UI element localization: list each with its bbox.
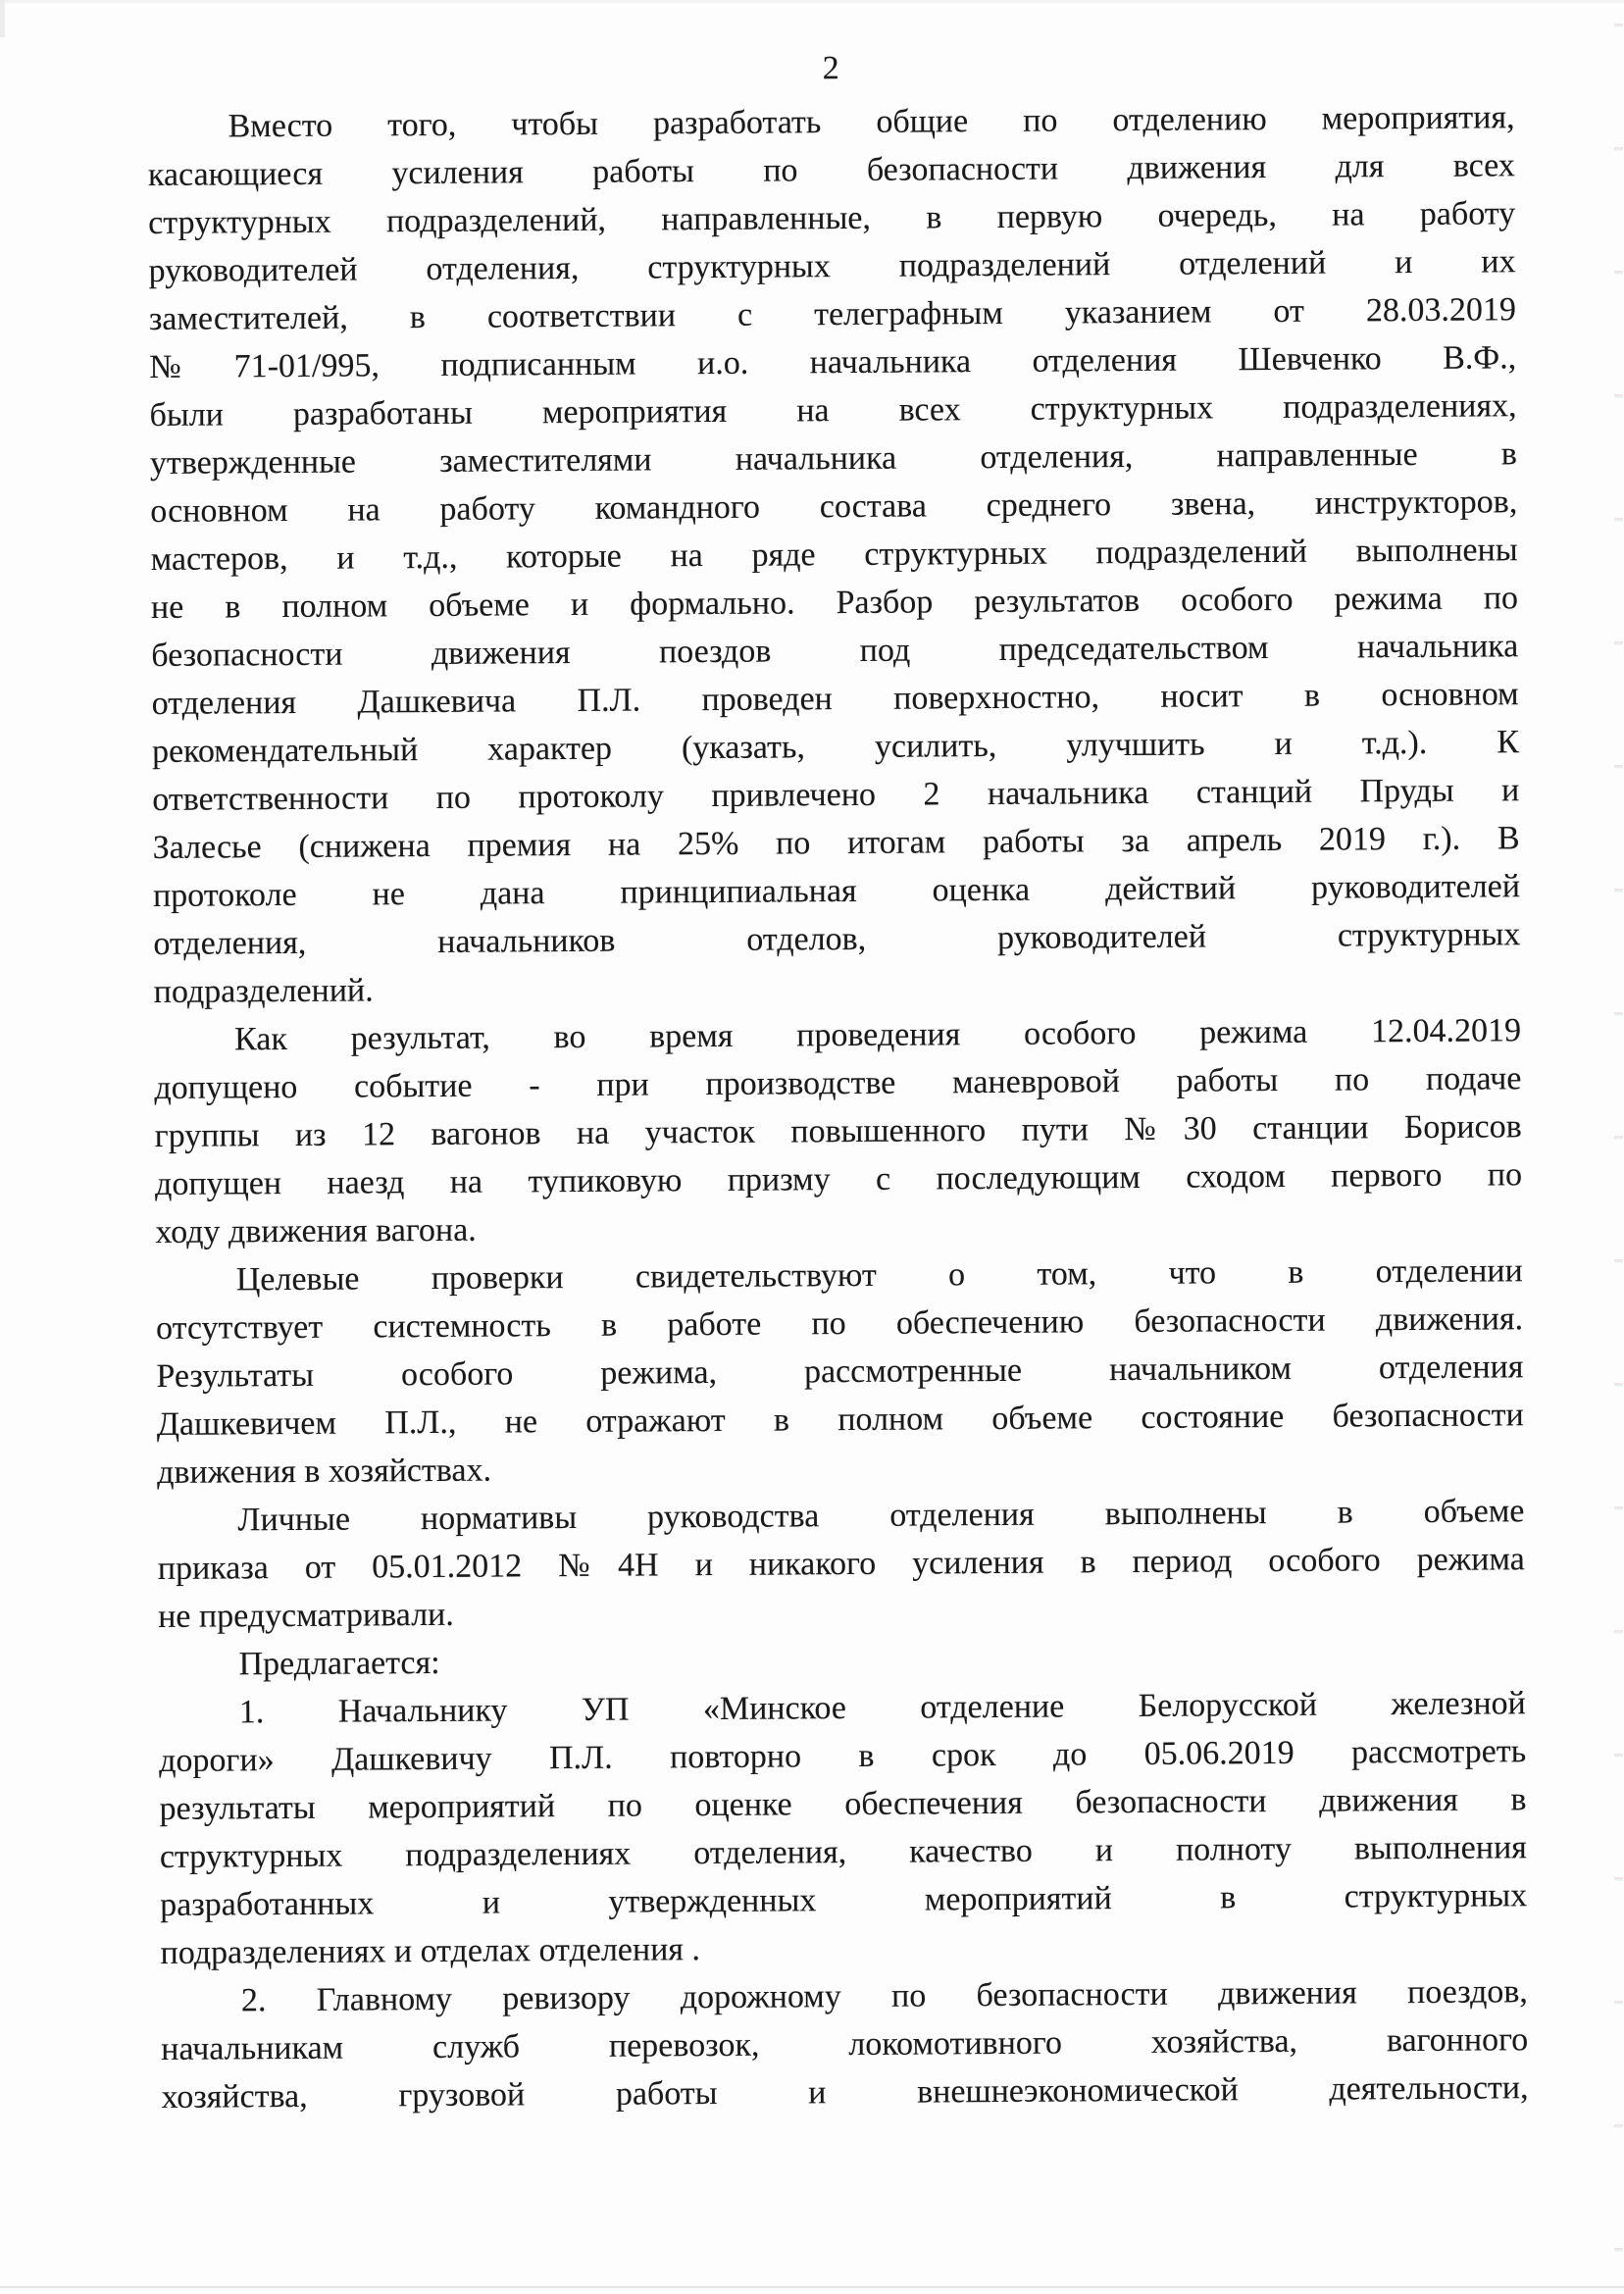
text-line: заместителей, в соответствии с телеграфным указанием от 28.03.2019 bbox=[148, 291, 1517, 337]
text-line: Дашкевичем П.Л., не отражают в полном объеме состояние безопасности bbox=[156, 1397, 1524, 1443]
text-line: Залесье (снижена премия на 25% по итогам работы за апрель 2019 г.). В bbox=[152, 820, 1520, 866]
text-line: отсутствует системность в работе по обеспечению безопасности движения. bbox=[155, 1300, 1524, 1347]
text-line: основном на работу командного состава среднего звена, инструкторов, bbox=[150, 484, 1518, 530]
paragraph bbox=[157, 1487, 1525, 1641]
text-line: не в полном объеме и формально. Разбор результатов особого режима по bbox=[150, 580, 1519, 626]
text-line: были разработаны мероприятия на всех структурных подразделениях, bbox=[149, 387, 1517, 433]
text-line: 2. Главному ревизору дорожному по безопасности движения поездов, bbox=[240, 1973, 1528, 2019]
text-line: рекомендательный характер (указать, усилить, улучшить и т.д.). К bbox=[151, 724, 1520, 770]
paragraph bbox=[154, 1006, 1523, 1256]
text-line: структурных подразделений, направленные, в первую очередь, на работу bbox=[148, 195, 1516, 241]
scan-artifact-corner bbox=[0, 0, 5, 37]
text-line: движения в хозяйствах. bbox=[157, 1452, 492, 1491]
text-line: допущен наезд на тупиковую призму с последующим сходом первого по bbox=[154, 1156, 1523, 1202]
text-line: Результаты особого режима, рассмотренные начальником отделения bbox=[156, 1349, 1524, 1395]
text-line: группы из 12 вагонов на участок повышенного пути №30 станции Борисов bbox=[154, 1108, 1522, 1154]
text-line: начальникам служб перевозок, локомотивного хозяйства, вагонного bbox=[161, 2021, 1529, 2067]
text-line: дороги» Дашкевичу П.Л. повторно в срок до 05.06.2019 рассмотреть bbox=[159, 1733, 1527, 1779]
text-line: структурных подразделениях отделения, качество и полноту выполнения bbox=[159, 1829, 1527, 1875]
text-line: отделения Дашкевича П.Л. проведен поверхностно, носит в основном bbox=[151, 676, 1519, 722]
text-line: ответственности по протоколу привлечено 2 начальника станций Пруды и bbox=[152, 772, 1520, 818]
text-line: ходу движения вагона. bbox=[155, 1211, 477, 1250]
paragraph bbox=[161, 1967, 1529, 2121]
text-line: подразделениях и отделах отделения . bbox=[160, 1931, 701, 1971]
text-line: Вместо того, чтобы разработать общие по отделению мероприятия, bbox=[228, 99, 1515, 145]
text-line: допущено событие - при производстве маневровой работы по подаче bbox=[154, 1060, 1522, 1106]
text-line: утвержденные заместителями начальника отделения, направленные в bbox=[149, 435, 1518, 482]
scan-artifact-bottom-line bbox=[0, 2286, 1624, 2288]
text-line: Целевые проверки свидетельствуют о том, что в отделении bbox=[235, 1252, 1523, 1299]
text-line: хозяйства, грузовой работы и внешнеэкономической деятельности, bbox=[161, 2069, 1529, 2116]
text-line: Как результат, во время проведения особого режима 12.04.2019 bbox=[233, 1012, 1522, 1058]
page-number: 2 bbox=[822, 50, 839, 87]
text-line: 1. Начальнику УП «Минское отделение Белорусской железной bbox=[238, 1685, 1526, 1731]
text-line: руководителей отделения, структурных подразделений отделений и их bbox=[148, 243, 1516, 289]
text-line: №71-01/995, подписанным и.о. начальника отделения Шевченко В.Ф., bbox=[149, 339, 1517, 385]
text-line: не предусматривали. bbox=[158, 1596, 454, 1635]
scan-artifact-top-edge bbox=[0, 0, 1624, 3]
paragraph bbox=[147, 93, 1520, 1016]
scan-artifact-right-ticks bbox=[1614, 24, 1623, 2260]
text-line: мастеров, и т.д., которые на ряде структурных подразделений выполнены bbox=[150, 532, 1518, 578]
paragraph bbox=[156, 1247, 1525, 1497]
text-line: отделения, начальников отделов, руководителей структурных bbox=[153, 916, 1521, 962]
text-line: безопасности движения поездов под председательством начальника bbox=[151, 628, 1519, 674]
text-line: касающиеся усиления работы по безопасности движения для всех bbox=[147, 147, 1515, 193]
page-content bbox=[147, 39, 1529, 2121]
text-line: результаты мероприятий по оценке обеспечения безопасности движения в bbox=[159, 1781, 1527, 1827]
text-line: Личные нормативы руководства отделения выполнены в объеме bbox=[237, 1493, 1525, 1539]
text-line: протоколе не дана принципиальная оценка действий руководителей bbox=[152, 868, 1521, 914]
text-line: разработанных и утвержденных мероприятий в структурных bbox=[160, 1877, 1528, 1923]
text-line: приказа от 05.01.2012 №4Н и никакого усиления в период особого режима bbox=[157, 1541, 1525, 1587]
text-line: Предлагается: bbox=[238, 1644, 440, 1683]
paragraph bbox=[159, 1679, 1528, 1977]
text-line: подразделений. bbox=[153, 972, 374, 1010]
